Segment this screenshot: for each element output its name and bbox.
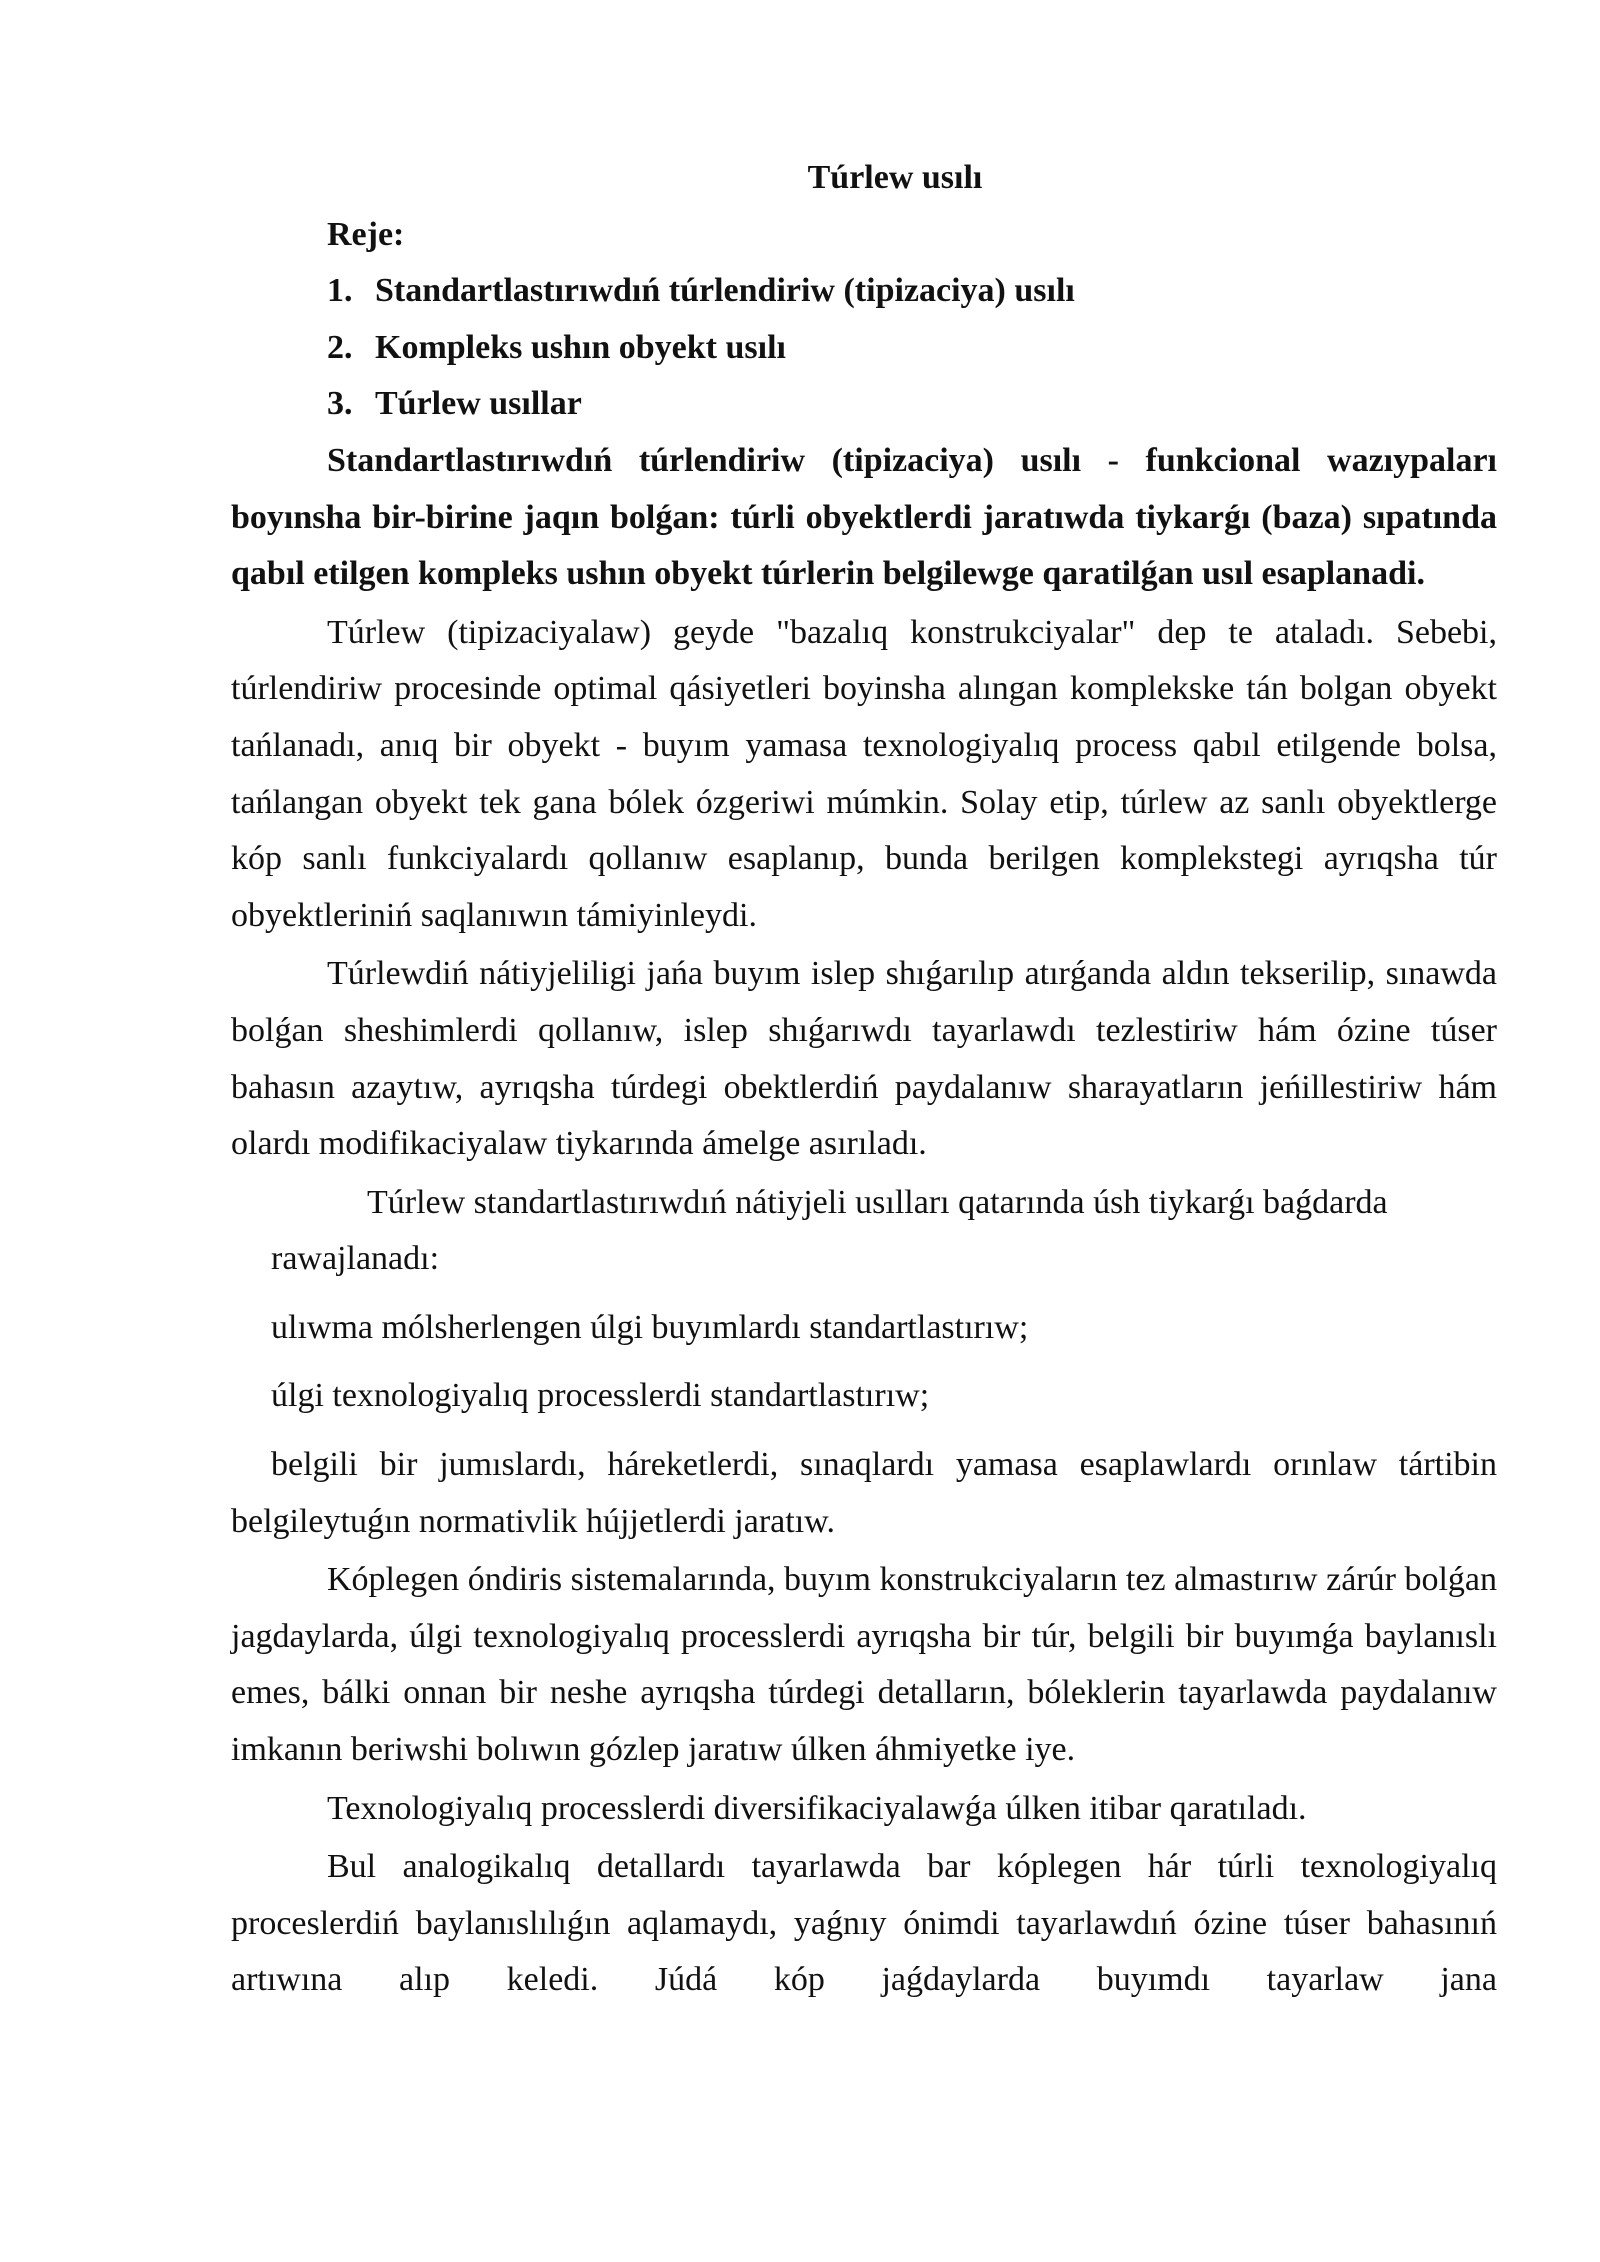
plan-item-text: Túrlew usıllar [375,385,582,423]
plan-item-number: 3. [327,385,353,423]
document-body [231,150,1497,2009]
plan-item [231,320,1497,377]
directions-intro-line: Túrlew standartlastırıwdıń nátiyjeli usılları qatarında úsh tiykarǵı baǵdarda [367,1183,1388,1221]
plan-item-number: 1. [327,272,353,310]
body-paragraph: Túrlewdiń nátiyjeliligi jańa buyım islep shıǵarılıp atırǵanda aldın tekserilip, sınawda bolǵan sheshimlerdi qollanıw, islep shıǵarıwdı tayarlawdı tezlestiriw hám ózine túser bahasın azaytıw, ayrıqsha túrdegi obektlerdiń paydalanıw sharayatların jeńillestiriw hám olardı modifikaciyalaw tiykarında ámelge asırıladı. [231,955,1497,1163]
body-paragraph: Kóplegen óndiris sistemalarında, buyım konstrukciyaların tez almastırıw zárúr bolǵan jagdaylarda, úlgi texnologiyalıq processlerdi ayrıqsha bir túr, belgili bir buyımǵa baylanıslı emes, bálki onnan bir neshe ayrıqsha túrdegi detalların, bóleklerin tayarlawda paydalanıw imkanın beriwshi bolıwın gózlep jaratıw úlken áhmiyetke iye. [231,1561,1497,1769]
plan-item-number: 2. [327,328,353,366]
direction-item: belgili bir jumıslardı, háreketlerdi, sınaqlardı yamasa esaplawlardı orınlaw tártibin belgileytuǵın normativlik hújjetlerdi jaratıw. [231,1446,1497,1540]
directions-intro [231,1175,1497,1288]
document-title: Túrlew usılı [807,159,983,196]
direction-item: ulıwma mólsherlengen úlgi buyımlardı standartlastırıw; [271,1308,1029,1346]
body-paragraph: Túrlew (tipizaciyalaw) geyde "bazalıq konstrukciyalar" dep te ataladı. Sebebi, túrlendiriw procesinde optimal qásiyetleri boyinsha alıngan komplekske tán bolgan obyekt tańlanadı, anıq bir obyekt - buyım yamasa texnologiyalıq process qabıl etilgende bolsa, tańlangan obyekt tek gana bólek ózgeriwi múmkin. Solay etip, túrlew az sanlı obyektlerge kóp sanlı funkciyalardı qollanıw esaplanıp, bunda berilgen komplekstegi ayrıqsha túr obyektleriniń saqlanıwın támiyinleydi. [231,613,1497,934]
plan-list [231,263,1497,433]
plan-heading: Reje: [327,215,405,253]
directions-intro-continuation: rawajlanadı: [271,1240,440,1278]
plan-item [231,376,1497,433]
plan-item-text: Kompleks ushın obyekt usılı [375,328,786,366]
plan-item [231,263,1497,320]
body-paragraph: Texnologiyalıq processlerdi diversifikaciyalawǵa úlken itibar qaratıladı. [327,1789,1307,1827]
plan-item-text: Standartlastırıwdıń túrlendiriw (tipizaciya) usılı [375,272,1075,310]
body-paragraph: Bul analogikalıq detallardı tayarlawda bar kóplegen hár túrli texnologiyalıq proceslerdiń baylanıslılıǵın aqlamaydı, yaǵnıy ónimdi tayarlawdıń ózine túser bahasınıń artıwına alıp keledi. Júdá kóp jaǵdaylarda buyımdı tayarlaw jana [231,1848,1497,1999]
direction-item: úlgi texnologiyalıq processlerdi standartlastırıw; [271,1377,930,1415]
definition-paragraph: Standartlastırıwdıń túrlendiriw (tipizaciya) usılı - funkcional wazıypaları boyınsha bir-birine jaqın bolǵan: túrli obyektlerdi jaratıwda tiykarǵı (baza) sıpatında qabıl etilgen kompleks ushın obyekt túrlerin belgilewge qaratilǵan usıl esaplanadi. [231,441,1497,593]
